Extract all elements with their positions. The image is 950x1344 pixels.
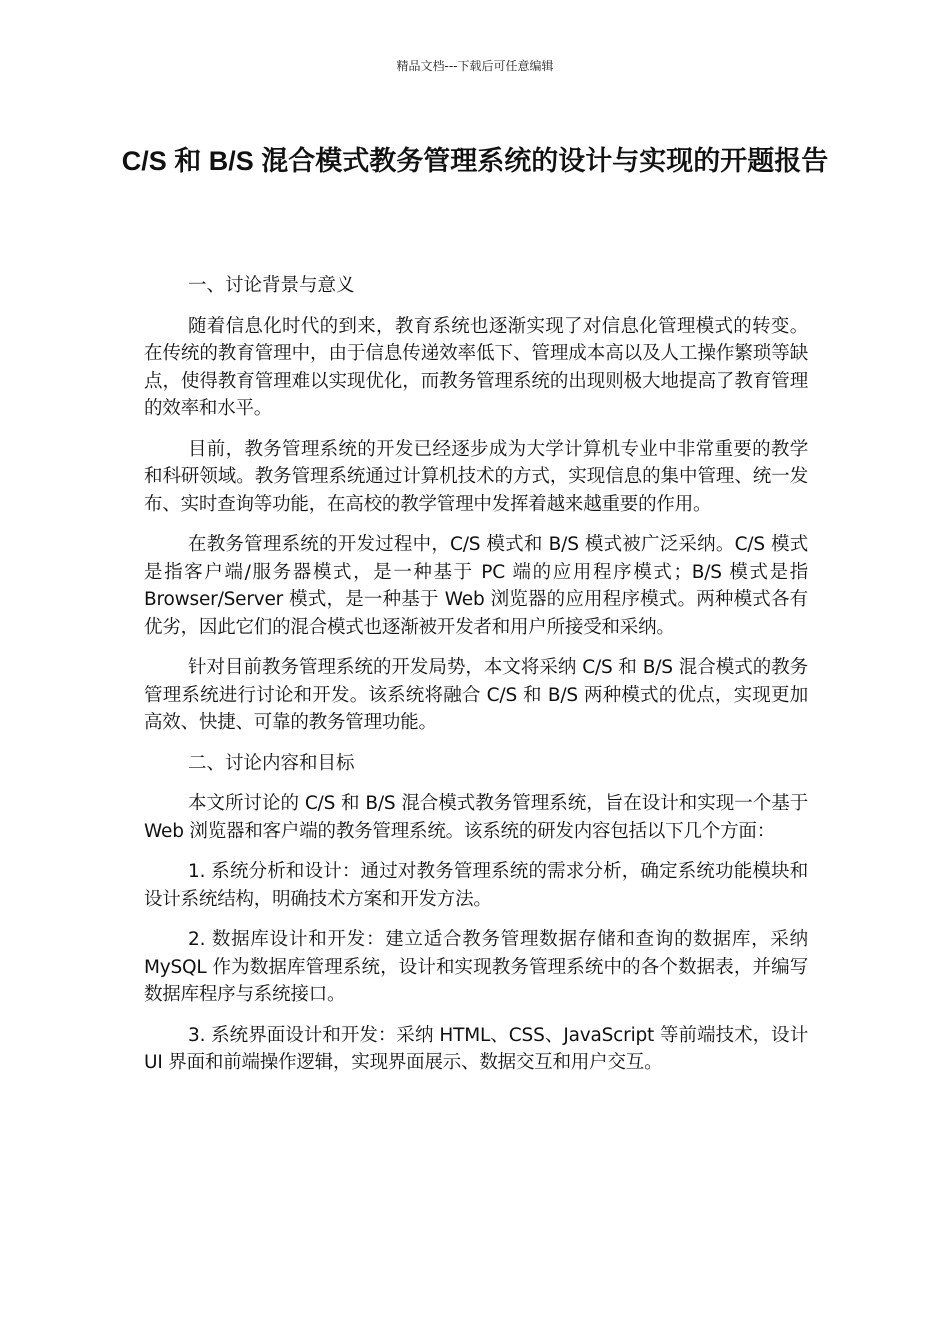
list-item-ui-design: 3. 系统界面设计和开发：采纳 HTML、CSS、JavaScript 等前端技术，设计 UI 界面和前端操作逻辑，实现界面展示、数据交互和用户交互。 bbox=[144, 1024, 808, 1073]
section-heading-content-goals: 二、讨论内容和目标 bbox=[188, 752, 355, 774]
paragraph-background-4: 针对目前教务管理系统的开发局势，本文将采纳 C/S 和 B/S 混合模式的教务管理系统进行讨论和开发。该系统将融合 C/S 和 B/S 两种模式的优点，实现更加高效、快捷、可靠的教务管理功能。 bbox=[144, 657, 808, 733]
document-body bbox=[144, 272, 808, 1090]
list-item-database-design: 2. 数据库设计和开发：建立适合教务管理数据存储和查询的数据库，采纳 MySQL 作为数据库管理系统，设计和实现教务管理系统中的各个数据表，并编写数据库程序与系统接口。 bbox=[144, 929, 808, 1005]
section-heading-background: 一、讨论背景与意义 bbox=[188, 275, 355, 296]
document-title: C/S 和 B/S 混合模式教务管理系统的设计与实现的开题报告 bbox=[121, 146, 829, 176]
paragraph-background-3: 在教务管理系统的开发过程中，C/S 模式和 B/S 模式被广泛采纳。C/S 模式是指客户端/服务器模式，是一种基于 PC 端的应用程序模式；B/S 模式是指 Browser/Server 模式，是一种基于 Web 浏览器的应用程序模式。两种模式各有优劣，因此它们的混合模式也逐渐被开发者和用户所接受和采纳。 bbox=[144, 534, 808, 638]
paragraph-background-1: 随着信息化时代的到来，教育系统也逐渐实现了对信息化管理模式的转变。在传统的教育管理中，由于信息传递效率低下、管理成本高以及人工操作繁琐等缺点，使得教育管理难以实现优化，而教务管理系统的出现则极大地提高了教育管理的效率和水平。 bbox=[144, 315, 808, 419]
list-item-system-analysis: 1. 系统分析和设计：通过对教务管理系统的需求分析，确定系统功能模块和设计系统结构，明确技术方案和开发方法。 bbox=[144, 861, 808, 910]
paragraph-content-intro: 本文所讨论的 C/S 和 B/S 混合模式教务管理系统，旨在设计和实现一个基于 Web 浏览器和客户端的教务管理系统。该系统的研发内容包括以下几个方面： bbox=[144, 793, 808, 842]
paragraph-background-2: 目前，教务管理系统的开发已经逐步成为大学计算机专业中非常重要的教学和科研领域。教务管理系统通过计算机技术的方式，实现信息的集中管理、统一发布、实时查询等功能，在高校的教学管理中发挥着越来越重要的作用。 bbox=[144, 438, 808, 515]
document-header-note: 精品文档---下载后可任意编辑 bbox=[396, 59, 554, 73]
